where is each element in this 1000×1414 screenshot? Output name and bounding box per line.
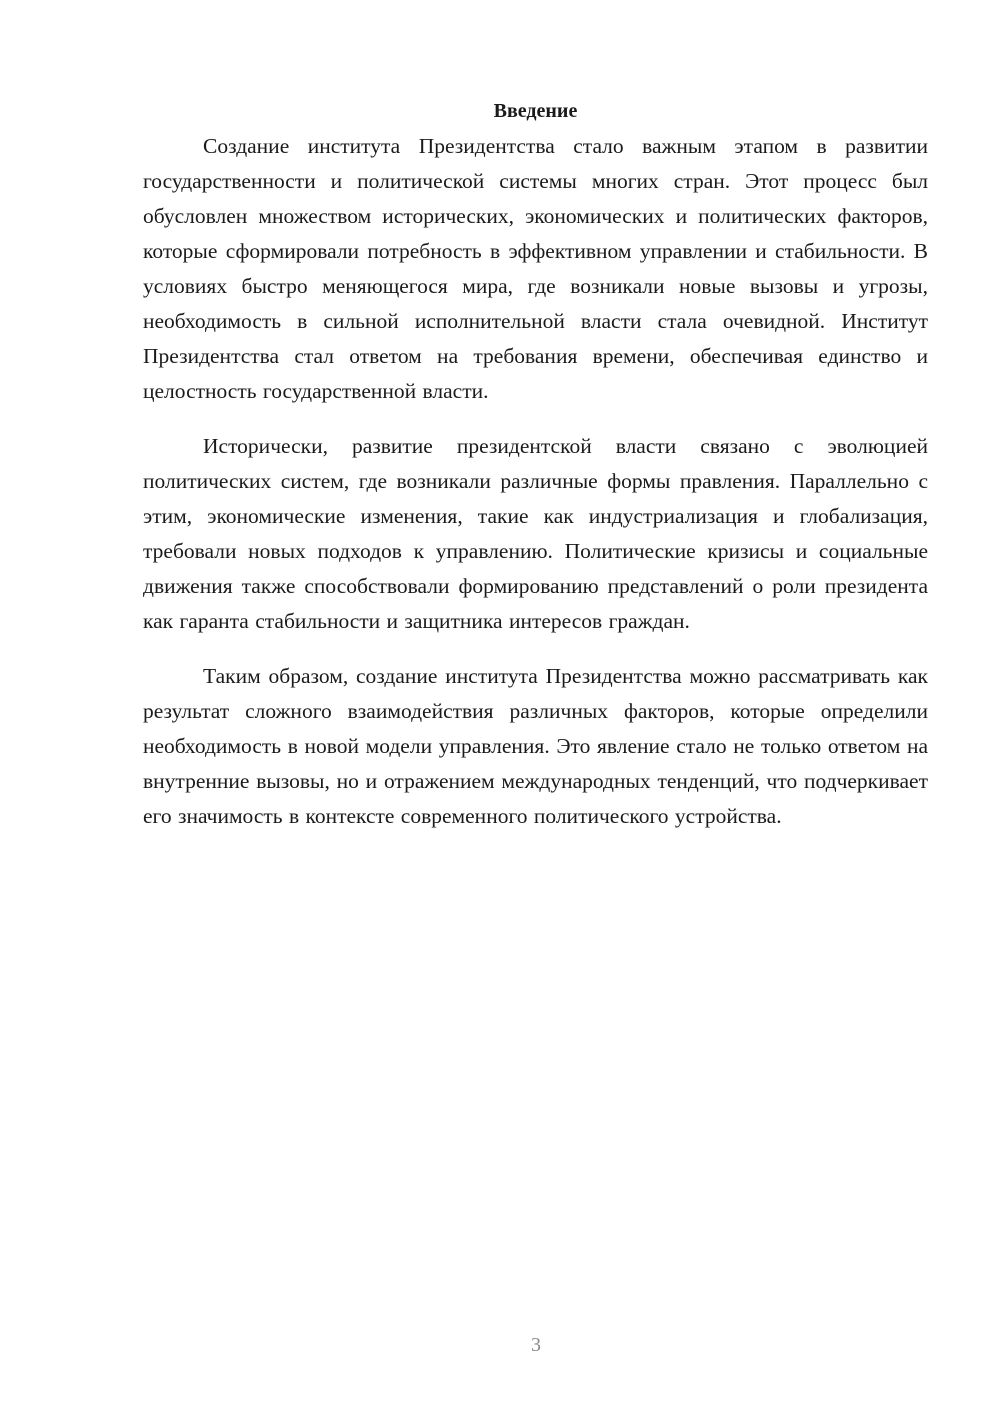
document-body (143, 94, 928, 834)
paragraph-2: Исторически, развитие президентской власти связано с эволюцией политических систем, где возникали различные формы правления. Параллельно с этим, экономические изменения, такие как индустриализация и глобализация, требовали новых подходов к управлению. Политические кризисы и социальные движения также способствовали формированию представлений о роли президента как гаранта стабильности и защитника интересов граждан. (143, 434, 928, 633)
section-title: Введение (493, 100, 578, 122)
page-number: 3 (531, 1334, 541, 1356)
paragraph-1: Создание института Президентства стало важным этапом в развитии государственности и политической системы многих стран. Этот процесс был обусловлен множеством исторических, экономических и политических факторов, которые сформировали потребность в эффективном управлении и стабильности. В условиях быстро меняющегося мира, где возникали новые вызовы и угрозы, необходимость в сильной исполнительной власти стала очевидной. Институт Президентства стал ответом на требования времени, обеспечивая единство и целостность государственной власти. (143, 134, 928, 403)
paragraph-3: Таким образом, создание института Президентства можно рассматривать как результат сложного взаимодействия различных факторов, которые определили необходимость в новой модели управления. Это явление стало не только ответом на внутренние вызовы, но и отражением международных тенденций, что подчеркивает его значимость в контексте современного политического устройства. (143, 664, 928, 828)
